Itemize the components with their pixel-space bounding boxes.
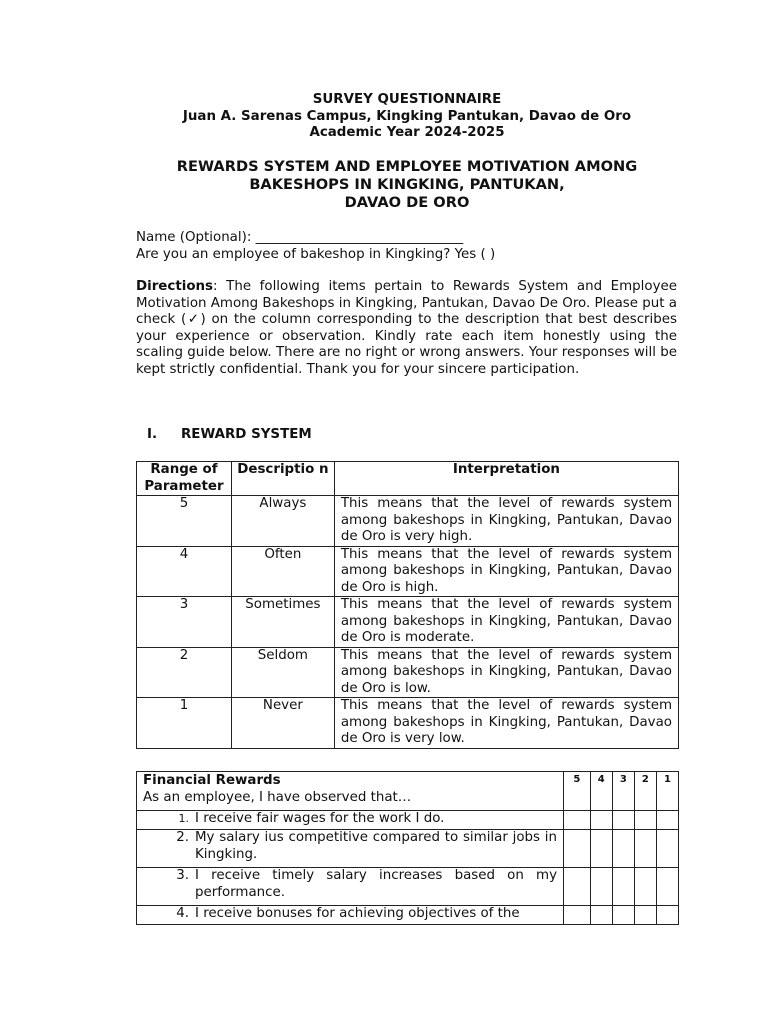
header-description: Descriptio n (231, 462, 334, 496)
item-text: My salary ius competitive compared to similar jobs in Kingking. (195, 830, 557, 862)
range-cell: 5 (137, 496, 232, 547)
item-text: I receive timely salary increases based on my performance. (195, 868, 557, 900)
rating-cell-5[interactable] (564, 868, 591, 906)
rating-cell-3[interactable] (612, 868, 634, 906)
range-cell: 2 (137, 647, 232, 698)
employee-question[interactable]: Are you an employee of bakeshop in Kingking? Yes ( ) (136, 246, 496, 262)
survey-item (137, 811, 564, 830)
rating-cell-4[interactable] (590, 830, 612, 868)
table-row (137, 647, 679, 698)
header-line-2: Juan A. Sarenas Campus, Kingking Pantukan, Davao de Oro (182, 108, 632, 124)
interpretation-cell: This means that the level of rewards system among bakeshops in Kingking, Pantukan, Davao de Oro is very high. (334, 496, 678, 547)
range-cell: 4 (137, 546, 232, 597)
header-line-3: Academic Year 2024-2025 (309, 125, 505, 140)
rating-cell-5[interactable] (564, 830, 591, 868)
section-number: I. (147, 427, 158, 442)
range-cell: 1 (137, 698, 232, 749)
rating-cell-3[interactable] (612, 811, 634, 830)
description-cell: Sometimes (231, 597, 334, 648)
survey-item (137, 868, 564, 906)
header-line-1: SURVEY QUESTIONNAIRE (312, 92, 502, 107)
title-line-3: DAVAO DE ORO (344, 194, 470, 211)
table-row (137, 906, 679, 925)
survey-header (136, 92, 678, 142)
rating-cell-1[interactable] (656, 830, 678, 868)
table-row (137, 597, 679, 648)
item-number: 1. (178, 812, 189, 825)
financial-rewards-table (136, 771, 679, 925)
directions-text: : The following items pertain to Rewards System and Employee Motivation Among Bakeshops in Kingking, Pantukan, Davao De Oro. Please put a check (✓) on the column corresponding to the description that best describes your experience or observation. Kindly rate each item honestly using the scaling guide below. There are no right or wrong answers. Your responses will be kept strictly confidential. Thank you for your sincere participation. (136, 279, 677, 377)
header-range: Range of Parameter (137, 462, 232, 496)
rating-cell-4[interactable] (590, 868, 612, 906)
rating-cell-2[interactable] (634, 811, 656, 830)
item-text: I receive bonuses for achieving objectives of the (195, 906, 520, 921)
rating-cell-2[interactable] (634, 868, 656, 906)
table-row (137, 698, 679, 749)
table-row (137, 830, 679, 868)
rating-cell-4[interactable] (590, 811, 612, 830)
rating-cell-2[interactable] (634, 906, 656, 925)
rating-cell-3[interactable] (612, 830, 634, 868)
rating-header-2: 2 (634, 772, 656, 811)
table-row (137, 546, 679, 597)
description-cell: Seldom (231, 647, 334, 698)
rating-cell-4[interactable] (590, 906, 612, 925)
rating-cell-5[interactable] (564, 906, 591, 925)
survey-item (137, 906, 564, 925)
description-cell: Never (231, 698, 334, 749)
rating-cell-1[interactable] (656, 906, 678, 925)
survey-item (137, 830, 564, 868)
financial-rewards-title: Financial Rewards (143, 773, 281, 788)
item-number: 2. (176, 830, 189, 845)
scaling-guide-table (136, 461, 679, 749)
rating-cell-2[interactable] (634, 830, 656, 868)
interpretation-cell: This means that the level of rewards system among bakeshops in Kingking, Pantukan, Davao de Oro is moderate. (334, 597, 678, 648)
range-cell: 3 (137, 597, 232, 648)
interpretation-cell: This means that the level of rewards system among bakeshops in Kingking, Pantukan, Davao de Oro is very low. (334, 698, 678, 749)
item-number: 3. (176, 868, 189, 883)
interpretation-cell: This means that the level of rewards system among bakeshops in Kingking, Pantukan, Davao de Oro is high. (334, 546, 678, 597)
rating-cell-1[interactable] (656, 868, 678, 906)
item-text: I receive fair wages for the work I do. (195, 811, 445, 826)
directions-paragraph (136, 279, 677, 378)
title-line-2: BAKESHOPS IN KINGKING, PANTUKAN, (249, 176, 565, 193)
table-row (137, 496, 679, 547)
rating-header-4: 4 (590, 772, 612, 811)
rating-header-5: 5 (564, 772, 591, 811)
rating-header-1: 1 (656, 772, 678, 811)
rating-cell-3[interactable] (612, 906, 634, 925)
title-line-1: REWARDS SYSTEM AND EMPLOYEE MOTIVATION AMONG (176, 158, 638, 175)
respondent-info (136, 230, 495, 263)
description-cell: Always (231, 496, 334, 547)
rating-cell-1[interactable] (656, 811, 678, 830)
survey-title (136, 158, 678, 212)
financial-rewards-subtitle: As an employee, I have observed that… (143, 789, 412, 805)
interpretation-cell: This means that the level of rewards system among bakeshops in Kingking, Pantukan, Davao de Oro is low. (334, 647, 678, 698)
item-number: 4. (176, 906, 189, 921)
rating-cell-5[interactable] (564, 811, 591, 830)
name-field[interactable]: Name (Optional): _______________________________ (136, 230, 464, 245)
description-cell: Often (231, 546, 334, 597)
section-heading (147, 427, 312, 442)
header-interpretation: Interpretation (334, 462, 678, 496)
table-row (137, 868, 679, 906)
section-title: REWARD SYSTEM (181, 427, 312, 442)
table-row (137, 811, 679, 830)
rating-header-3: 3 (612, 772, 634, 811)
financial-rewards-heading (137, 772, 564, 811)
directions-label: Directions (136, 279, 214, 294)
